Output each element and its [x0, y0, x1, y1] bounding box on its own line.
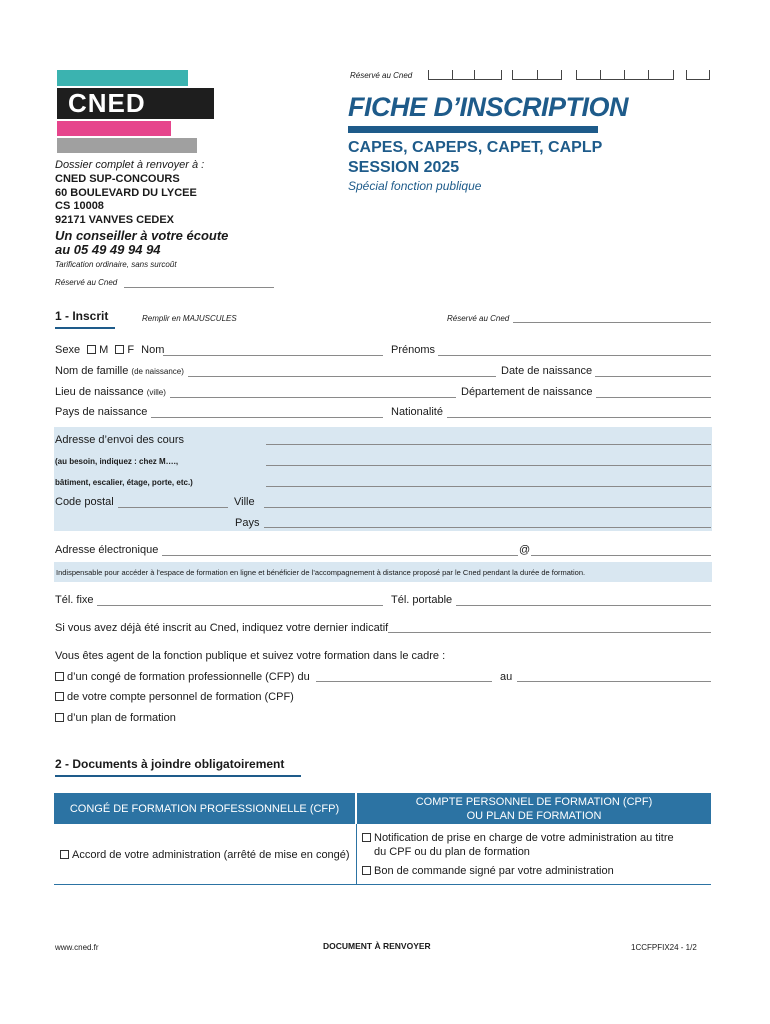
date-naissance-label: Date de naissance [501, 365, 593, 377]
option-cpf-row [55, 691, 294, 703]
pays-naissance-input[interactable] [151, 417, 383, 418]
adresse-envoi-label: Adresse d’envoi des cours [55, 434, 185, 446]
reserved-line-s1 [513, 322, 711, 323]
tel-portable-label: Tél. portable [391, 594, 453, 606]
adresse-line-3[interactable] [266, 486, 711, 487]
dernier-indicatif-input[interactable] [388, 632, 711, 633]
address-intro: Dossier complet à renvoyer à : [55, 159, 205, 171]
logo-pink-bar [57, 121, 171, 136]
header-cpf-line2: OU PLAN DE FORMATION [466, 809, 602, 822]
footer-document-label: DOCUMENT À RENVOYER [323, 941, 431, 951]
subtitle-session: SESSION 2025 [348, 159, 460, 176]
ville-label: Ville [234, 496, 255, 508]
email-user-input[interactable] [162, 555, 518, 556]
table-header-cfp: CONGÉ DE FORMATION PROFESSIONNELLE (CFP) [54, 793, 355, 824]
email-at: @ [519, 544, 531, 556]
nom-input[interactable] [163, 355, 383, 356]
option-plan-label: d’un plan de formation [67, 712, 176, 724]
reserved-line-address [124, 287, 274, 288]
date-naissance-input[interactable] [595, 376, 711, 377]
table-header-cpf [357, 793, 711, 824]
sexe-row [55, 344, 164, 356]
doc-accord-checkbox[interactable] [60, 850, 69, 859]
reserved-label-top: Réservé au Cned [350, 71, 413, 80]
pays-input[interactable] [264, 527, 711, 528]
mail-address [55, 173, 197, 227]
advisor-text: Un conseiller à votre écoute [55, 228, 229, 243]
section1-underline [55, 327, 115, 329]
form-title: FICHE D’INSCRIPTION [348, 92, 629, 122]
doc-notification-checkbox[interactable] [362, 833, 371, 842]
option-cpf-checkbox[interactable] [55, 692, 64, 701]
header-cpf-line1: COMPTE PERSONNEL DE FORMATION (CPF) [415, 795, 653, 808]
adresse-line-1[interactable] [266, 444, 711, 445]
departement-label: Département de naissance [461, 386, 593, 398]
title-underline [348, 126, 598, 133]
doc-cpf-row-2 [362, 865, 614, 877]
doc-bon-commande-label: Bon de commande signé par votre administration [374, 865, 614, 877]
nationalite-input[interactable] [447, 417, 711, 418]
sexe-m-label: M [99, 344, 109, 356]
option-cfp-label: d’un congé de formation professionnelle (CFP) du [67, 671, 310, 683]
doc-cpf-row-1 [362, 831, 674, 859]
footer-code: 1CCFPFIX24 - 1/2 [631, 943, 697, 952]
email-domain-input[interactable] [531, 555, 711, 556]
ville-input[interactable] [264, 507, 711, 508]
table-bottom-border [54, 884, 711, 885]
doc-notification-label: Notification de prise en charge de votre administration au titre [374, 832, 674, 844]
nom-famille-text: Nom de famille [55, 365, 129, 377]
subtitle-note: Spécial fonction publique [348, 179, 482, 193]
sexe-f-label: F [127, 344, 135, 356]
lieu-naissance-input[interactable] [170, 397, 456, 398]
logo-teal-bar [57, 70, 188, 86]
reserved-label-s1: Réservé au Cned [447, 314, 510, 323]
tel-fixe-label: Tél. fixe [55, 594, 94, 606]
code-postal-label: Code postal [55, 496, 114, 508]
address-line: CS 10008 [55, 200, 104, 212]
option-cfp-checkbox[interactable] [55, 672, 64, 681]
doc-accord-label: Accord de votre administration (arrêté de mise en congé) [72, 849, 350, 861]
majuscules-hint: Remplir en MAJUSCULES [142, 314, 237, 323]
lieu-naissance-text: Lieu de naissance [55, 386, 144, 398]
section2-title: 2 - Documents à joindre obligatoirement [55, 757, 285, 771]
doc-notification-label-2: du CPF ou du plan de formation [374, 846, 530, 858]
footer-website[interactable]: www.cned.fr [55, 943, 99, 952]
prenoms-label: Prénoms [391, 344, 436, 356]
option-plan-checkbox[interactable] [55, 713, 64, 722]
section1-title: 1 - Inscrit [55, 309, 109, 323]
email-note: Indispensable pour accéder à l’espace de formation en ligne et bénéficier de l’accompagnement à distance proposé par le Cned pendant la durée de formation. [56, 568, 586, 577]
subtitle-exams: CAPES, CAPEPS, CAPET, CAPLP [348, 139, 603, 156]
departement-input[interactable] [596, 397, 711, 398]
tel-fixe-input[interactable] [97, 605, 383, 606]
address-line: 92171 VANVES CEDEX [55, 213, 175, 226]
option-cpf-label: de votre compte personnel de formation (CPF) [67, 691, 294, 703]
doc-cfp-row [60, 849, 350, 861]
cfp-au-input[interactable] [517, 681, 711, 682]
nom-famille-hint: (de naissance) [131, 367, 184, 376]
reserved-label-address: Réservé au Cned [55, 278, 118, 287]
lieu-hint: (ville) [146, 388, 166, 397]
nom-famille-input[interactable] [188, 376, 496, 377]
sexe-f-checkbox[interactable] [115, 345, 124, 354]
adresse-line-2[interactable] [266, 465, 711, 466]
pays-label: Pays [235, 517, 260, 529]
code-postal-input[interactable] [118, 507, 228, 508]
adresse-hint-1: (au besoin, indiquez : chez M…., [55, 457, 179, 466]
option-plan-row [55, 712, 176, 724]
section2-underline [55, 775, 301, 777]
tel-portable-input[interactable] [456, 605, 711, 606]
sexe-label: Sexe [55, 344, 81, 356]
prenoms-input[interactable] [438, 355, 711, 356]
pricing-note: Tarification ordinaire, sans surcoût [55, 260, 177, 269]
adresse-hint-2: bâtiment, escalier, étage, porte, etc.) [55, 478, 193, 487]
nom-label: Nom [141, 344, 165, 356]
advisor-block [55, 229, 228, 257]
email-label: Adresse électronique [55, 544, 159, 556]
advisor-phone: au 05 49 49 94 94 [55, 242, 161, 257]
option-cfp-row [55, 671, 310, 683]
pays-naissance-label: Pays de naissance [55, 406, 148, 418]
address-line: CNED SUP-CONCOURS [55, 173, 180, 185]
doc-bon-commande-checkbox[interactable] [362, 866, 371, 875]
reserved-boxes [424, 70, 712, 82]
logo-grey-bar [57, 138, 197, 153]
nationalite-label: Nationalité [391, 406, 443, 418]
deja-inscrit-label: Si vous avez déjà été inscrit au Cned, indiquez votre dernier indicatif [55, 622, 389, 634]
table-divider [356, 824, 357, 885]
agent-intro: Vous êtes agent de la fonction publique et suivez votre formation dans le cadre : [55, 650, 446, 662]
nom-famille-label [55, 365, 184, 377]
cfp-du-input[interactable] [316, 681, 492, 682]
address-line: 60 BOULEVARD DU LYCEE [55, 186, 197, 199]
logo: CNED [57, 88, 214, 119]
sexe-m-checkbox[interactable] [87, 345, 96, 354]
lieu-naissance-label [55, 386, 166, 398]
option-au-label: au [500, 671, 513, 683]
